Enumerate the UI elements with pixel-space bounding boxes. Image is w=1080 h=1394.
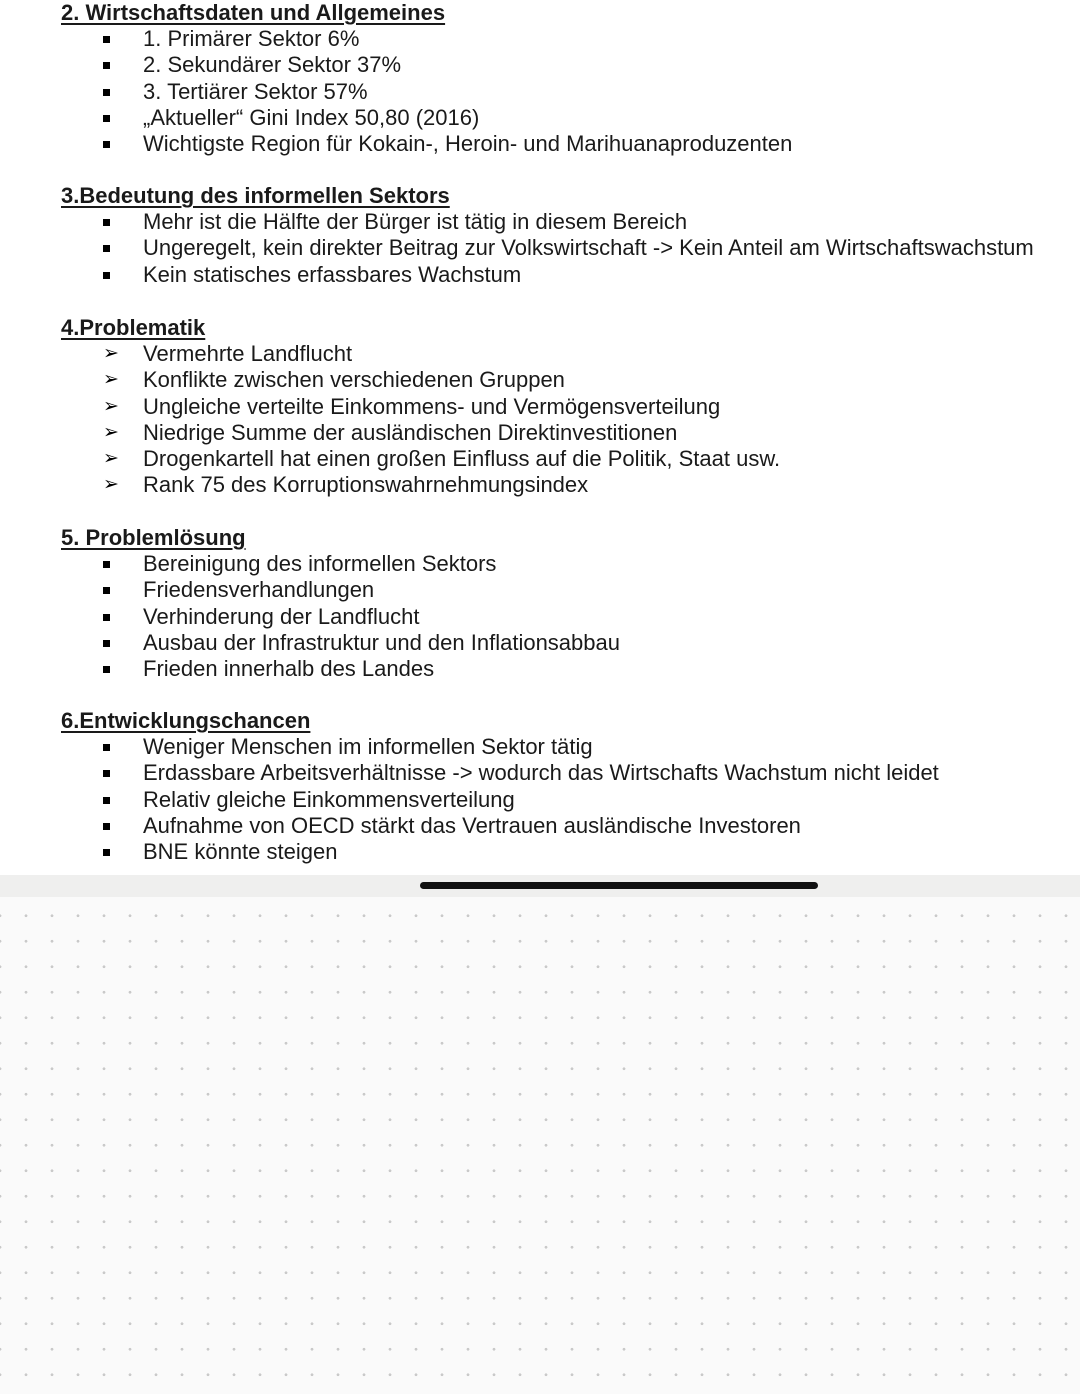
square-bullet-icon xyxy=(103,219,110,226)
list-item xyxy=(61,656,1076,682)
section-heading: 4.Problematik xyxy=(61,315,206,340)
list-item xyxy=(61,604,1076,630)
list-item-text: Konflikte zwischen verschiedenen Gruppen xyxy=(143,367,565,393)
square-bullet-icon xyxy=(103,89,110,96)
list-item-text: Aufnahme von OECD stärkt das Vertrauen ausländische Investoren xyxy=(143,812,801,838)
arrowhead-bullet-icon: ➢ xyxy=(103,448,119,470)
square-bullet-icon xyxy=(103,797,110,804)
list-item-text: Rank 75 des Korruptionswahrnehmungsindex xyxy=(143,472,589,498)
section-problemloesung xyxy=(61,525,1076,682)
list-item-text: Bereinigung des informellen Sektors xyxy=(143,551,497,576)
square-bullet-icon xyxy=(103,62,110,69)
list-item xyxy=(61,839,1076,865)
list-item-text: Relativ gleiche Einkommensverteilung xyxy=(143,786,515,812)
list-item xyxy=(61,813,1076,839)
list-item xyxy=(61,551,1076,577)
section-heading: 2. Wirtschaftsdaten und Allgemeines xyxy=(61,0,446,25)
list-item-text: Ungleiche verteilte Einkommens- und Vermögensverteilung xyxy=(143,393,721,419)
list-item xyxy=(61,472,1076,498)
list-item xyxy=(61,577,1076,603)
list-item-text: Mehr ist die Hälfte der Bürger ist tätig in diesem Bereich xyxy=(143,209,688,234)
section-heading: 3.Bedeutung des informellen Sektors xyxy=(61,183,450,208)
page-resize-handle[interactable] xyxy=(420,882,818,889)
list-item-text: 3. Tertiärer Sektor 57% xyxy=(143,78,368,104)
list-item-text: Vermehrte Landflucht xyxy=(143,341,353,366)
arrowhead-bullet-icon: ➢ xyxy=(103,395,119,417)
square-bullet-icon xyxy=(103,744,110,751)
square-bullet-icon xyxy=(103,115,110,122)
list-item-text: Drogenkartell hat einen großen Einfluss auf die Politik, Staat usw. xyxy=(143,446,781,472)
bullet-list xyxy=(61,26,1076,157)
list-item-text: Erdassbare Arbeitsverhältnisse -> wodurch das Wirtschafts Wachstum nicht leidet xyxy=(143,760,939,786)
section-entwicklungschancen xyxy=(61,708,1076,865)
list-item-text: Weniger Menschen im informellen Sektor tätig xyxy=(143,734,593,759)
square-bullet-icon xyxy=(103,823,110,830)
list-item-text: 2. Sekundärer Sektor 37% xyxy=(143,52,402,78)
list-item xyxy=(61,630,1076,656)
arrowhead-bullet-icon: ➢ xyxy=(103,474,119,496)
section-problematik xyxy=(61,315,1076,499)
bullet-list xyxy=(61,209,1076,288)
dotted-notebook-canvas[interactable] xyxy=(0,875,1080,1394)
list-item xyxy=(61,394,1076,420)
arrowhead-bullet-icon: ➢ xyxy=(103,369,119,391)
square-bullet-icon xyxy=(103,36,110,43)
list-item xyxy=(61,367,1076,393)
list-item xyxy=(61,760,1076,786)
bullet-list xyxy=(61,341,1076,499)
section-informeller-sektor xyxy=(61,183,1076,288)
list-item xyxy=(61,105,1076,131)
list-item-text: Kein statisches erfassbares Wachstum xyxy=(143,261,522,287)
square-bullet-icon xyxy=(103,561,110,568)
square-bullet-icon xyxy=(103,245,110,252)
dot-grid-background xyxy=(0,897,1080,1394)
square-bullet-icon xyxy=(103,614,110,621)
square-bullet-icon xyxy=(103,141,110,148)
square-bullet-icon xyxy=(103,666,110,673)
list-item-text: Niedrige Summe der ausländischen Direktinvestitionen xyxy=(143,419,678,445)
arrowhead-bullet-icon: ➢ xyxy=(103,343,119,364)
list-item-text: Ausbau der Infrastruktur und den Inflationsabbau xyxy=(143,629,620,655)
arrowhead-bullet-icon: ➢ xyxy=(103,421,119,443)
list-item xyxy=(61,52,1076,78)
list-item xyxy=(61,131,1076,157)
list-item xyxy=(61,235,1076,261)
list-item xyxy=(61,79,1076,105)
bullet-list xyxy=(61,551,1076,682)
list-item xyxy=(61,420,1076,446)
list-item xyxy=(61,26,1076,52)
list-item-text: Verhinderung der Landflucht xyxy=(143,603,420,629)
list-item-text: 1. Primärer Sektor 6% xyxy=(143,26,360,51)
section-wirtschaftsdaten xyxy=(61,0,1076,157)
list-item-text: Friedensverhandlungen xyxy=(143,577,375,603)
list-item-text: „Aktueller“ Gini Index 50,80 (2016) xyxy=(143,104,480,130)
bullet-list xyxy=(61,734,1076,865)
list-item xyxy=(61,734,1076,760)
square-bullet-icon xyxy=(103,770,110,777)
list-item xyxy=(61,262,1076,288)
list-item xyxy=(61,341,1076,367)
square-bullet-icon xyxy=(103,640,110,647)
square-bullet-icon xyxy=(103,587,110,594)
square-bullet-icon xyxy=(103,849,110,856)
list-item-text: BNE könnte steigen xyxy=(143,839,338,865)
list-item xyxy=(61,787,1076,813)
list-item-text: Ungeregelt, kein direkter Beitrag zur Volkswirtschaft -> Kein Anteil am Wirtschaftswachstum xyxy=(143,235,1034,261)
square-bullet-icon xyxy=(103,272,110,279)
list-item-text: Wichtigste Region für Kokain-, Heroin- und Marihuanaproduzenten xyxy=(143,131,793,157)
section-heading: 5. Problemlösung xyxy=(61,525,246,550)
list-item xyxy=(61,446,1076,472)
list-item xyxy=(61,209,1076,235)
section-heading: 6.Entwicklungschancen xyxy=(61,708,311,733)
list-item-text: Frieden innerhalb des Landes xyxy=(143,656,435,682)
